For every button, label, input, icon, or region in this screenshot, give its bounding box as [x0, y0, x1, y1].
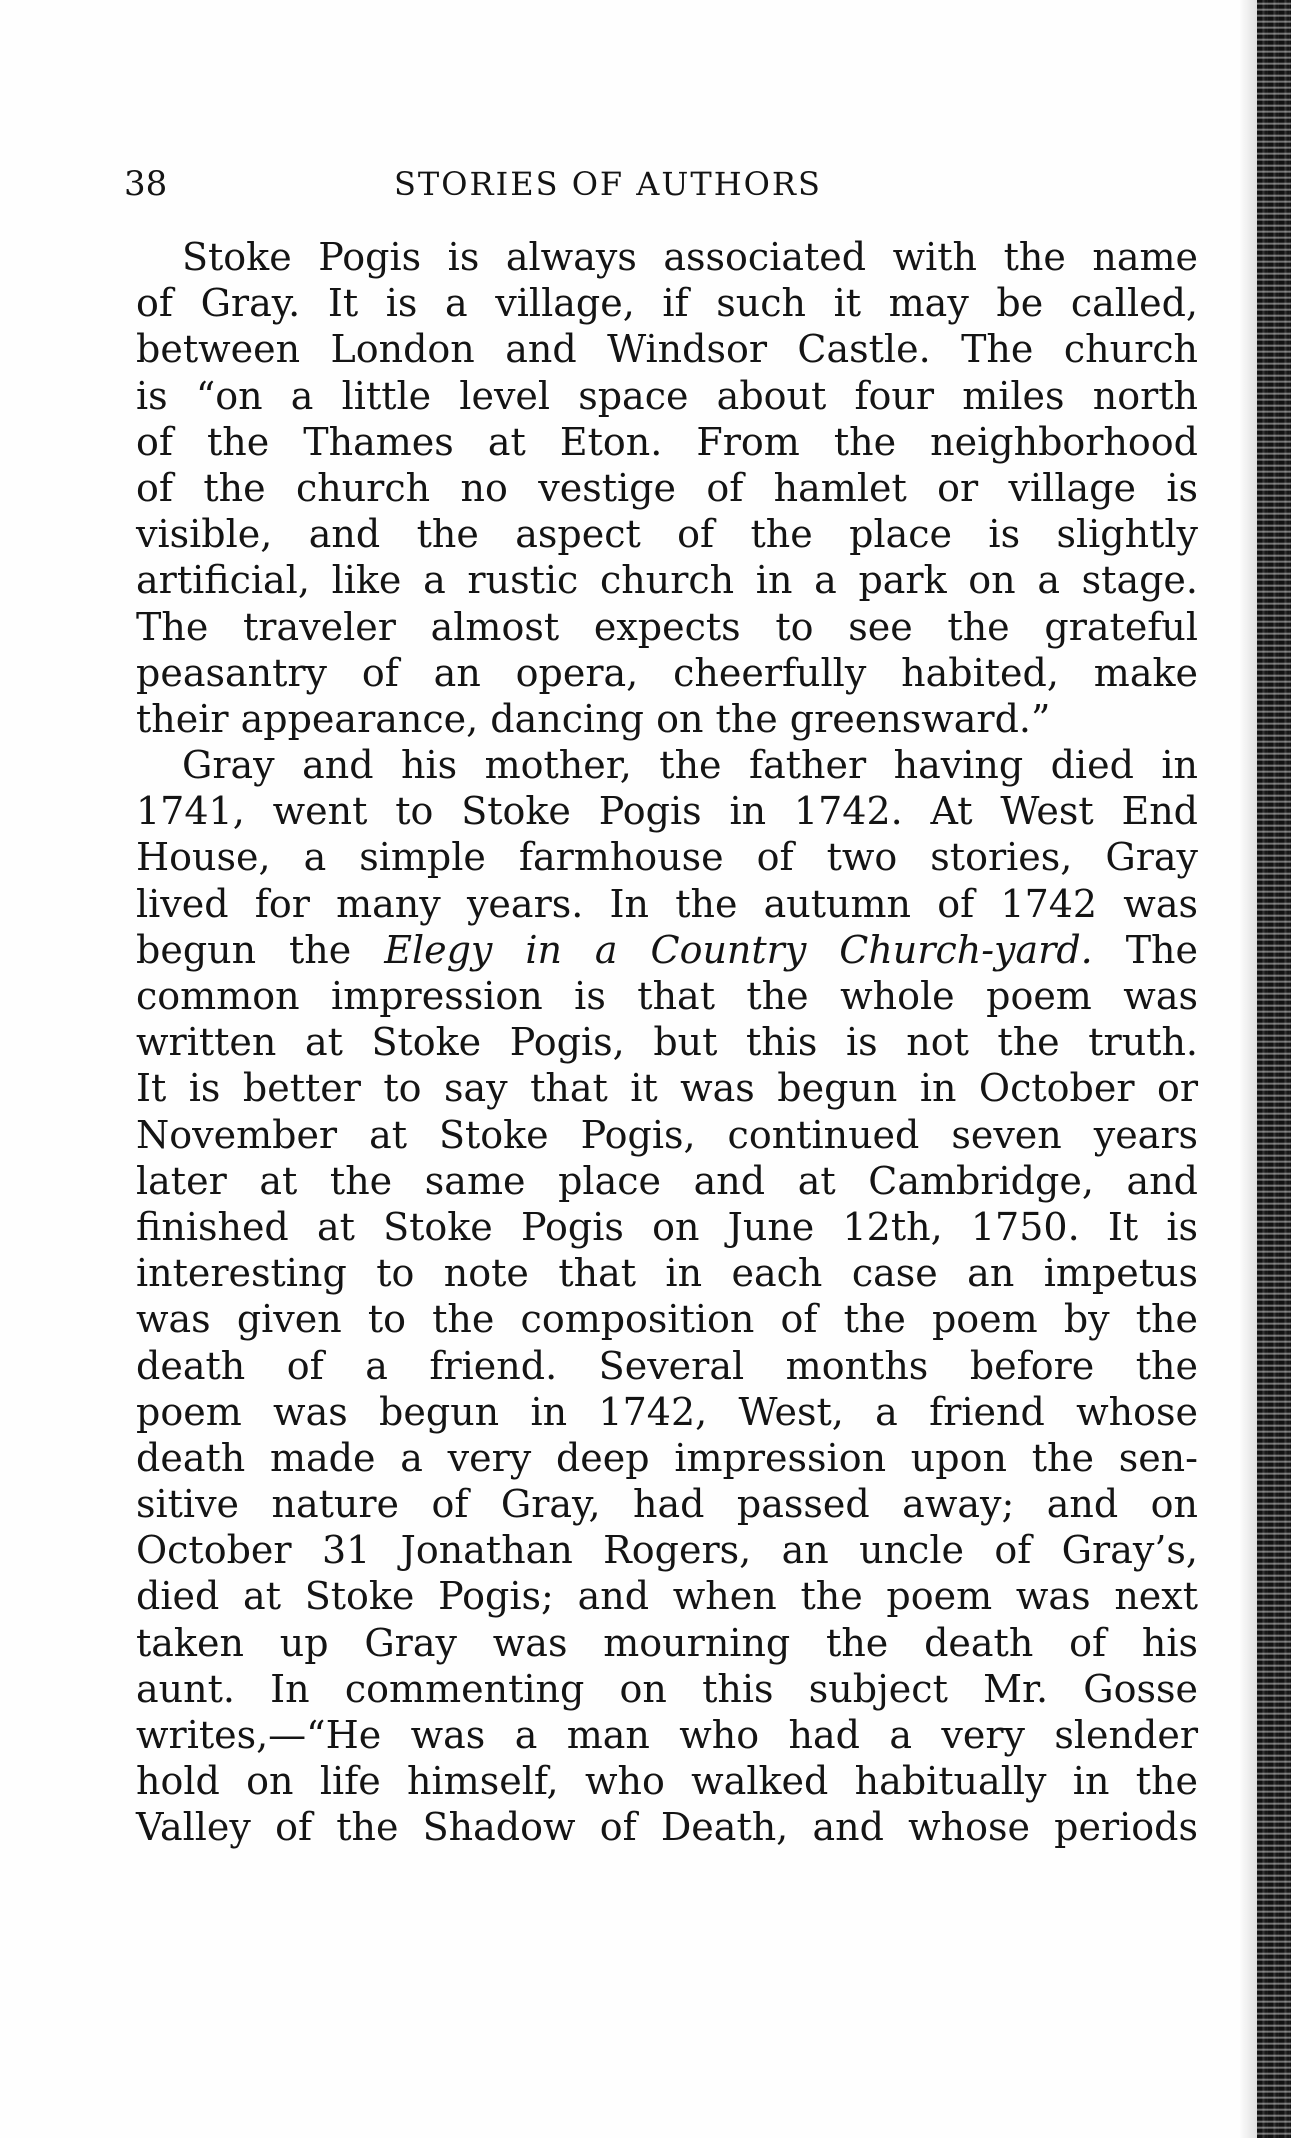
running-title: STORIES OF AUTHORS	[394, 165, 822, 203]
text-line: 1741, went to Stoke Pogis in 1742. At West End	[136, 789, 1198, 834]
text-line: aunt. In commenting on this subject Mr. Gosse	[136, 1666, 1198, 1711]
text-fragment: begun the	[136, 927, 385, 972]
text-line: peasantry of an opera, cheerfully habited, make	[136, 650, 1198, 695]
text-line: visible, and the aspect of the place is slightly	[136, 512, 1198, 557]
text-line: The traveler almost expects to see the grateful	[136, 604, 1198, 649]
text-line: of the church no vestige of hamlet or village is	[136, 465, 1198, 510]
paragraph-gray-elegy	[136, 742, 1198, 1851]
text-line: interesting to note that in each case an impetus	[136, 1251, 1198, 1296]
text-line: was given to the composition of the poem by the	[136, 1297, 1198, 1342]
text-line: of Gray. It is a village, if such it may be called,	[136, 281, 1198, 326]
elegy-title-italic: Elegy in a Country Church-yard.	[384, 927, 1093, 972]
text-line: hold on life himself, who walked habitually in the	[136, 1759, 1198, 1804]
text-line: is “on a little level space about four miles north	[136, 373, 1198, 418]
text-line: death made a very deep impression upon the sen-	[136, 1435, 1198, 1480]
text-line: Stoke Pogis is always associated with the name	[182, 235, 1198, 279]
page-fore-edge	[1257, 0, 1291, 2138]
text-line: written at Stoke Pogis, but this is not the truth.	[136, 1020, 1198, 1065]
running-head	[124, 160, 1190, 208]
text-line: House, a simple farmhouse of two stories, Gray	[136, 835, 1198, 880]
body-text	[136, 234, 1198, 1851]
text-line: their appearance, dancing on the greensward.”	[136, 696, 1051, 741]
text-line: finished at Stoke Pogis on June 12th, 1750. It is	[136, 1204, 1198, 1249]
text-line: October 31 Jonathan Rogers, an uncle of Gray’s,	[136, 1528, 1198, 1573]
text-line: later at the same place and at Cambridge, and	[136, 1158, 1198, 1203]
text-fragment: The	[1092, 927, 1199, 972]
text-line: writes,—“He was a man who had a very slender	[136, 1713, 1198, 1757]
text-line: poem was begun in 1742, West, a friend whose	[136, 1389, 1198, 1434]
text-line: Valley of the Shadow of Death, and whose periods	[136, 1805, 1198, 1850]
text-line: sitive nature of Gray, had passed away; and on	[136, 1482, 1198, 1527]
text-line-elegy-title	[136, 927, 1198, 973]
text-line: common impression is that the whole poem was	[136, 974, 1198, 1018]
text-line: November at Stoke Pogis, continued seven years	[136, 1112, 1198, 1157]
text-line: death of a friend. Several months before the	[136, 1343, 1198, 1388]
text-line: lived for many years. In the autumn of 1742 was	[136, 881, 1198, 926]
text-line: artificial, like a rustic church in a park on a stage.	[136, 558, 1198, 603]
text-line: died at Stoke Pogis; and when the poem was next	[136, 1574, 1198, 1619]
text-line: between London and Windsor Castle. The church	[136, 327, 1198, 372]
page-number: 38	[124, 164, 168, 204]
text-line: of the Thames at Eton. From the neighborhood	[136, 419, 1198, 464]
text-line: Gray and his mother, the father having died in	[182, 743, 1198, 788]
page-edge-shadow	[1239, 0, 1257, 2138]
text-line: It is better to say that it was begun in October or	[136, 1066, 1198, 1111]
paragraph-stoke-pogis	[136, 234, 1198, 742]
text-line: taken up Gray was mourning the death of his	[136, 1620, 1198, 1665]
